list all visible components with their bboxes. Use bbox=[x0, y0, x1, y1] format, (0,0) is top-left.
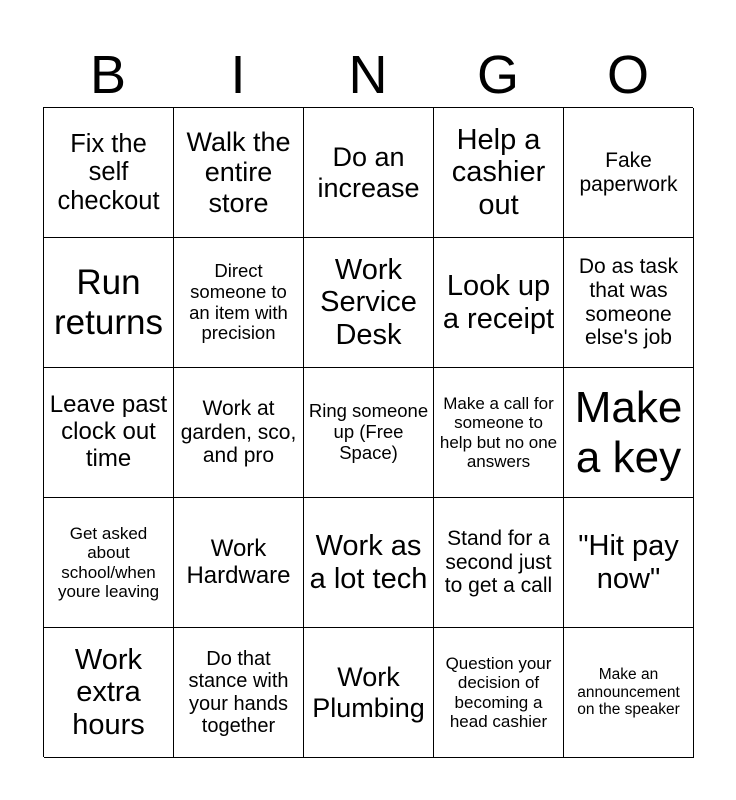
cell-text: Work Hardware bbox=[186, 534, 291, 589]
cell-text: Work at garden, sco, and pro bbox=[180, 397, 297, 468]
bingo-cell[interactable] bbox=[174, 108, 304, 238]
cell-text: Work as a lot tech bbox=[309, 530, 428, 595]
cell-text: Leave past clock out time bbox=[49, 391, 168, 472]
cell-text: Fake paperwork bbox=[579, 148, 678, 196]
bingo-cell[interactable] bbox=[44, 368, 174, 498]
cell-text: Make an announcement on the speaker bbox=[577, 666, 680, 719]
cell-text: Fix the self checkout bbox=[57, 129, 160, 215]
bingo-cell[interactable] bbox=[304, 108, 434, 238]
bingo-cell free-space[interactable] bbox=[304, 368, 434, 498]
bingo-cell[interactable] bbox=[434, 628, 564, 758]
bingo-cell[interactable] bbox=[44, 108, 174, 238]
bingo-header bbox=[43, 44, 693, 106]
cell-text: Direct someone to an item with precision bbox=[189, 260, 288, 344]
cell-text: Look up a receipt bbox=[442, 270, 555, 335]
cell-text: Do that stance with your hands together bbox=[188, 647, 289, 737]
bingo-cell[interactable] bbox=[434, 238, 564, 368]
cell-text: "Hit pay now" bbox=[578, 530, 679, 595]
cell-text: Run returns bbox=[54, 263, 163, 342]
bingo-cell[interactable] bbox=[174, 368, 304, 498]
bingo-cell[interactable] bbox=[174, 238, 304, 368]
bingo-cell[interactable] bbox=[44, 238, 174, 368]
header-letter-i: I bbox=[230, 45, 246, 105]
bingo-cell[interactable] bbox=[44, 498, 174, 628]
bingo-cell[interactable] bbox=[174, 628, 304, 758]
bingo-cell[interactable] bbox=[434, 368, 564, 498]
cell-text: Work Plumbing bbox=[312, 662, 425, 723]
cell-text: Help a cashier out bbox=[451, 123, 546, 221]
bingo-cell[interactable] bbox=[174, 498, 304, 628]
bingo-cell[interactable] bbox=[564, 108, 694, 238]
cell-text: Stand for a second just to get a call bbox=[444, 527, 553, 598]
cell-text: Ring someone up (Free Space) bbox=[308, 400, 429, 463]
cell-text: Do as task that was someone else's job bbox=[578, 255, 679, 350]
bingo-cell[interactable] bbox=[304, 238, 434, 368]
cell-text: Question your decision of becoming a head cashier bbox=[445, 654, 552, 731]
bingo-cell[interactable] bbox=[564, 628, 694, 758]
header-letter-o: O bbox=[606, 45, 649, 105]
bingo-cell[interactable] bbox=[564, 238, 694, 368]
bingo-cell[interactable] bbox=[564, 368, 694, 498]
cell-text: Work Service Desk bbox=[320, 253, 417, 351]
bingo-board bbox=[43, 107, 693, 757]
bingo-cell[interactable] bbox=[564, 498, 694, 628]
header-letter-g: G bbox=[476, 45, 519, 105]
cell-text: Make a key bbox=[574, 383, 683, 482]
header-letter-n: N bbox=[348, 45, 388, 105]
bingo-cell[interactable] bbox=[44, 628, 174, 758]
cell-text: Get asked about school/when youre leaving bbox=[57, 524, 160, 601]
bingo-cell[interactable] bbox=[304, 628, 434, 758]
cell-text: Walk the entire store bbox=[186, 127, 291, 218]
cell-text: Work extra hours bbox=[72, 643, 145, 741]
bingo-cell[interactable] bbox=[434, 108, 564, 238]
bingo-cell[interactable] bbox=[304, 498, 434, 628]
header-letter-b: B bbox=[89, 45, 127, 105]
bingo-cell[interactable] bbox=[434, 498, 564, 628]
cell-text: Make a call for someone to help but no one answers bbox=[439, 394, 558, 471]
cell-text: Do an increase bbox=[317, 142, 420, 203]
